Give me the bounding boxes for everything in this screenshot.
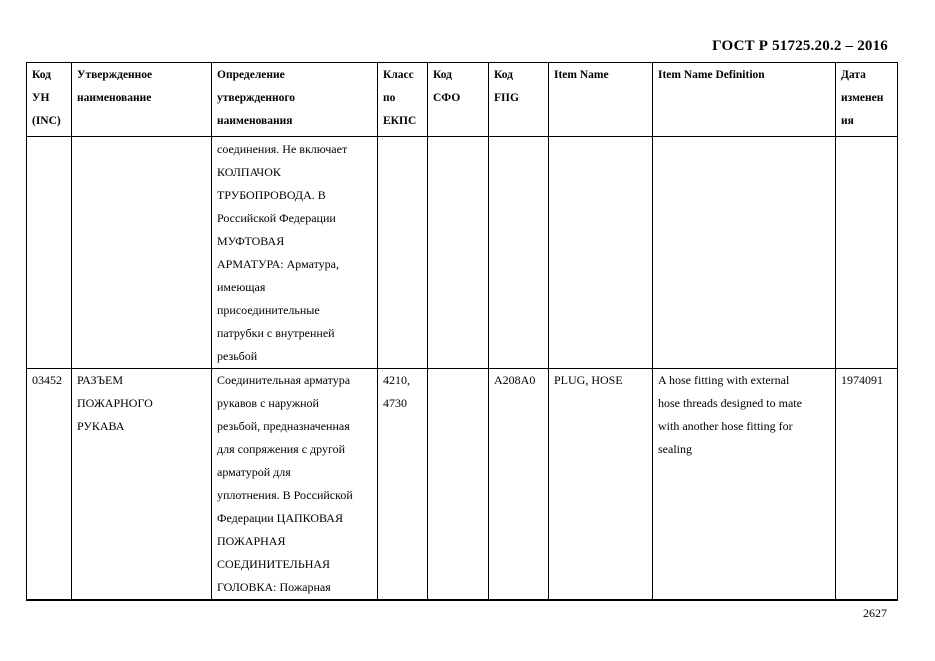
document-number: ГОСТ Р 51725.20.2 – 2016 xyxy=(712,38,888,54)
cont-item-name xyxy=(549,137,653,369)
header-ekps-class: Класс по ЕКПС xyxy=(378,63,428,137)
item-name: PLUG, HOSE xyxy=(549,369,653,601)
header-fiig-code: Код FIIG xyxy=(489,63,549,137)
cont-change-date xyxy=(836,137,898,369)
header-sfo-code: Код СФО xyxy=(428,63,489,137)
table-row-continuation xyxy=(27,137,898,369)
item-definition: Соединительная арматура рукавов с наружной резьбой, предназначенная для сопряжения с другой арматурой для уплотнения. В Российской Федерации ЦАПКОВАЯ ПОЖАРНАЯ СОЕДИНИТЕЛЬНАЯ ГОЛОВКА: Пожарная xyxy=(212,369,378,601)
header-definition: Определение утвержденного наименования xyxy=(212,63,378,137)
header-inc: Код УН (INC) xyxy=(27,63,72,137)
item-change-date: 1974091 xyxy=(836,369,898,601)
header-change-date: Дата изменен ия xyxy=(836,63,898,137)
cont-approved-name xyxy=(72,137,212,369)
item-ekps-class: 4210, 4730 xyxy=(378,369,428,601)
page-number: 2627 xyxy=(863,606,887,620)
item-fiig-code: A208A0 xyxy=(489,369,549,601)
table-row-item xyxy=(27,369,898,601)
item-name-definition: A hose fitting with external hose threads designed to mate with another hose fitting for sealing xyxy=(653,369,836,601)
cont-inc xyxy=(27,137,72,369)
item-inc: 03452 xyxy=(27,369,72,601)
cont-ekps-class xyxy=(378,137,428,369)
cont-sfo-code xyxy=(428,137,489,369)
table-header-row xyxy=(27,63,898,137)
nomenclature-table xyxy=(26,62,898,601)
header-item-name-definition: Item Name Definition xyxy=(653,63,836,137)
item-approved-name: РАЗЪЕМ ПОЖАРНОГО РУКАВА xyxy=(72,369,212,601)
cont-fiig-code xyxy=(489,137,549,369)
cont-item-name-definition xyxy=(653,137,836,369)
item-sfo-code xyxy=(428,369,489,601)
header-item-name: Item Name xyxy=(549,63,653,137)
cont-definition: соединения. Не включает КОЛПАЧОК ТРУБОПРОВОДА. В Российской Федерации МУФТОВАЯ АРМАТУРА: Арматура, имеющая присоединительные патрубки с внутренней резьбой xyxy=(212,137,378,369)
header-approved-name: Утвержденное наименование xyxy=(72,63,212,137)
